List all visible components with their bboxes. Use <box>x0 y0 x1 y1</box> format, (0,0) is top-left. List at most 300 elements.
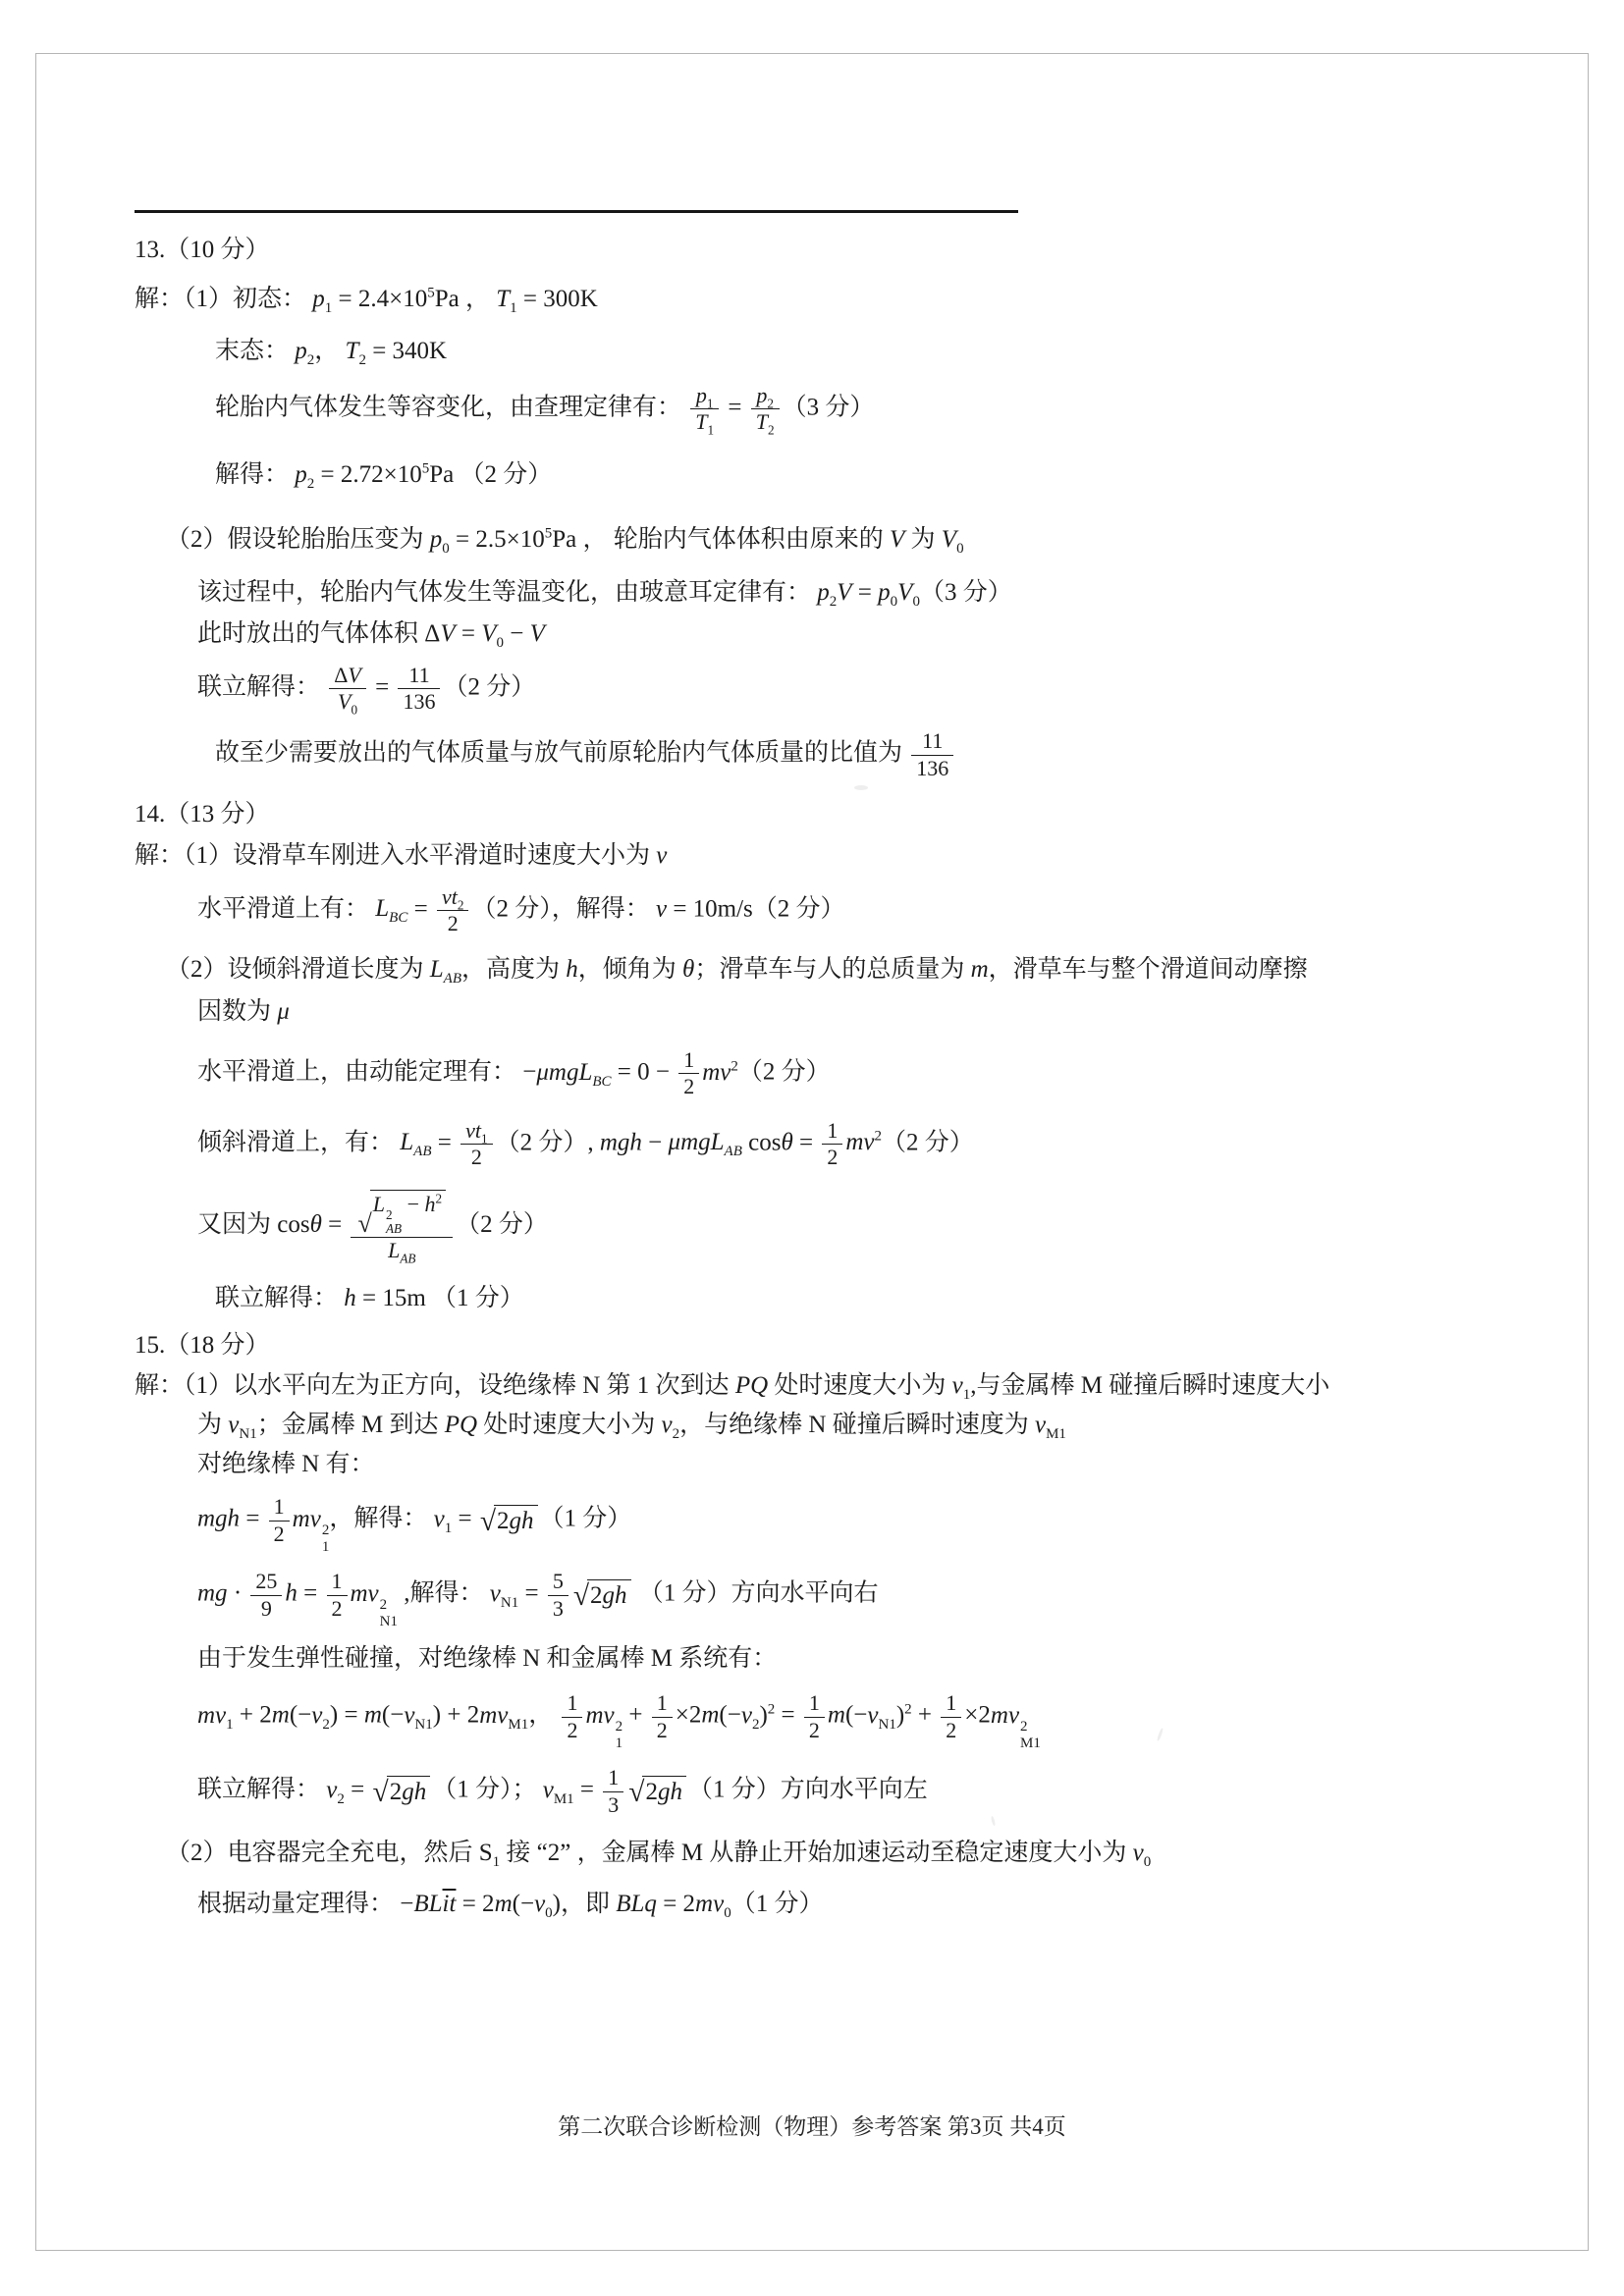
math-var: gh <box>602 1582 627 1610</box>
text-run: 2 <box>808 1717 820 1742</box>
fraction <box>250 1569 282 1622</box>
text-run: 1 <box>656 1690 668 1716</box>
math-var: $mv^2$ <box>702 1058 738 1086</box>
text-run: )$^2$ <box>759 1701 776 1729</box>
fraction-denominator <box>603 1791 623 1818</box>
fraction-numerator <box>327 1569 348 1594</box>
math-var: $v_{N1}$ <box>404 1701 433 1733</box>
subscript: M1 <box>553 1790 574 1807</box>
fraction-numerator <box>690 382 719 411</box>
math-var: gh <box>402 1779 427 1806</box>
text-run: = <box>321 1211 349 1239</box>
text-run: + 2 <box>233 1701 272 1729</box>
math-var: $v_{M1}$ <box>542 1776 574 1807</box>
radicand <box>587 1579 631 1611</box>
fraction-denominator <box>269 1521 290 1547</box>
math-var: $mv^2$ <box>845 1128 882 1156</box>
math-var: m <box>271 1701 290 1729</box>
math-var: μmgL$_{BC}$ <box>536 1058 612 1090</box>
radical <box>480 1505 538 1536</box>
superscript: 5 <box>427 285 435 301</box>
text-run: （2 分） <box>443 673 536 701</box>
math-var: $\overline{it}$ <box>442 1891 457 1918</box>
subscript: N1 <box>379 1613 398 1629</box>
subscript: 1 <box>321 1538 330 1555</box>
math-var: mgh <box>197 1505 241 1532</box>
math-var: V <box>440 620 456 648</box>
fraction-denominator <box>690 408 719 438</box>
text-run: cos <box>741 1129 782 1156</box>
answer-content <box>135 196 1517 1927</box>
superscript: 2 <box>904 1701 912 1718</box>
subscript: N1 <box>500 1594 519 1611</box>
fraction-denominator <box>751 408 780 438</box>
radical <box>357 1190 446 1236</box>
text-run: （1 分）； <box>432 1776 543 1803</box>
text-run: 1 <box>273 1494 285 1520</box>
overline-term <box>443 1891 457 1917</box>
fraction-numerator <box>822 1118 842 1144</box>
sup-sub-stack <box>380 1597 398 1629</box>
text-run: (− <box>512 1891 535 1918</box>
question-15 <box>135 1328 1517 1922</box>
text-run: 为 <box>197 1411 229 1438</box>
subscript: M1 <box>508 1716 529 1733</box>
text-run: （1 分） <box>731 1891 824 1918</box>
text-run: （2 分） <box>456 1211 548 1239</box>
subscript: 0 <box>496 635 504 652</box>
subscript: 2 <box>751 1716 760 1733</box>
superscript: 2 <box>321 1522 330 1539</box>
math-var: m <box>970 956 989 984</box>
subscript: 0 <box>912 594 920 611</box>
math-var: $h^2$ <box>424 1192 443 1217</box>
superscript: 2 <box>1020 1719 1028 1735</box>
fraction-denominator <box>398 688 440 715</box>
text-run: 1 <box>946 1690 957 1716</box>
text-run: = <box>573 1776 601 1803</box>
text-run: 解：（1）以水平向左为正方向，设绝缘棒 N 第 1 次到达 <box>135 1371 735 1399</box>
answer-line <box>135 663 1517 716</box>
subscript: N1 <box>239 1425 257 1442</box>
text-run: 1 <box>608 1765 620 1790</box>
fraction-denominator <box>562 1717 582 1743</box>
subscript: 1 <box>510 300 517 317</box>
text-run: 5 <box>552 1569 564 1594</box>
fraction-denominator <box>678 1073 699 1099</box>
subscript: AB <box>413 1144 432 1160</box>
math-var: $v_2$ <box>740 1701 760 1733</box>
fraction-numerator <box>562 1690 582 1716</box>
subscript: 2 <box>672 1425 680 1442</box>
fraction-denominator <box>804 1717 825 1743</box>
subscript: 2 <box>829 594 838 611</box>
text-run: = <box>368 673 396 701</box>
text-run: + <box>911 1701 939 1729</box>
superscript: 5 <box>544 525 553 542</box>
subscript: 0 <box>545 1905 553 1922</box>
answer-line <box>135 1836 1517 1871</box>
text-run: （2 分） <box>737 1058 831 1086</box>
text-run: Pa ， <box>434 286 497 313</box>
superscript: 2 <box>435 1192 443 1207</box>
question-14 <box>135 797 1517 1316</box>
text-run: − <box>504 620 530 648</box>
radical <box>372 1776 430 1807</box>
math-var: $p_0$ <box>878 579 898 611</box>
math-var: V <box>348 662 361 687</box>
text-run: （1 分）方向水平向左 <box>687 1776 928 1803</box>
text-run: 9 <box>260 1595 272 1621</box>
fraction-denominator <box>250 1595 282 1622</box>
math-var: PQ <box>734 1371 769 1399</box>
text-run: )，即 <box>552 1891 617 1918</box>
text-run: 联立解得： <box>197 673 327 701</box>
math-var: BL <box>413 1891 443 1918</box>
text-run: ×2 <box>675 1701 702 1729</box>
subscript: 2 <box>306 475 315 492</box>
math-var: $mv_0$ <box>695 1891 731 1922</box>
text-run: 2 <box>470 1145 482 1170</box>
text-run: 因数为 <box>197 997 278 1025</box>
superscript: 2 <box>379 1597 388 1614</box>
text-run: 又因为 cos <box>197 1211 310 1239</box>
text-run: Δ <box>334 662 349 687</box>
fraction <box>548 1569 568 1622</box>
math-var: $v_0$ <box>1132 1840 1152 1871</box>
text-run: 1 <box>331 1569 343 1594</box>
subscript: AB <box>443 971 461 988</box>
subscript: 0 <box>890 594 898 611</box>
subscript: 1 <box>707 422 715 438</box>
text-run: 14.（13 分） <box>135 801 270 828</box>
fraction-numerator <box>941 1690 961 1716</box>
math-var: m <box>363 1701 382 1729</box>
text-run: 2 <box>447 910 459 935</box>
subscript: 2 <box>457 896 464 912</box>
radicand <box>642 1776 686 1807</box>
math-var: L 2 AB <box>372 1192 403 1237</box>
text-run: − <box>402 1192 425 1217</box>
text-run: 1 <box>827 1117 839 1143</box>
fraction <box>804 1690 825 1743</box>
math-var: $v_{N1}$ <box>867 1701 896 1733</box>
fraction-numerator <box>652 1690 673 1716</box>
sup-sub-stack <box>616 1719 623 1751</box>
math-var: θ <box>309 1211 322 1239</box>
math-var: m <box>701 1701 720 1729</box>
text-run: 1 <box>567 1690 578 1716</box>
subscript: 0 <box>956 540 964 557</box>
math-var: $p_1$ <box>695 382 714 411</box>
fraction-numerator <box>678 1047 699 1073</box>
fraction-numerator <box>603 1765 623 1790</box>
text-run: 1 <box>683 1046 695 1072</box>
text-run: 3 <box>552 1595 564 1621</box>
answer-line <box>135 884 1517 937</box>
text-run: 为 <box>904 525 942 553</box>
text-run: （2 分） <box>882 1129 974 1156</box>
math-var: mgh <box>599 1129 642 1156</box>
text-run: 15.（18 分） <box>135 1332 270 1360</box>
fraction-numerator <box>751 382 780 411</box>
text-run: ；滑草车与人的总质量为 <box>694 956 971 984</box>
subscript: 2 <box>358 351 366 368</box>
math-var: mv 2 M1 <box>990 1701 1041 1751</box>
text-run: 2 <box>497 1508 510 1535</box>
subscript: N1 <box>878 1716 896 1733</box>
text-run: 2 <box>389 1779 403 1806</box>
sup-sub-stack <box>386 1208 402 1237</box>
fraction <box>652 1690 673 1743</box>
math-var: $v_1$ <box>951 1371 971 1403</box>
text-run: 2 <box>827 1145 839 1170</box>
math-var: $V_0$ <box>481 620 504 652</box>
fraction-denominator <box>351 1237 453 1266</box>
text-run: ×2 <box>964 1701 991 1729</box>
subscript: 1 <box>706 396 714 411</box>
answer-line <box>135 575 1517 611</box>
text-run: 联立解得： <box>215 1285 345 1312</box>
subscript: 1 <box>615 1735 623 1751</box>
subscript: AB <box>400 1251 416 1266</box>
math-var: $v_{N1}$ <box>228 1411 257 1442</box>
answer-line <box>135 1887 1517 1922</box>
text-run: 2 <box>645 1779 658 1806</box>
fraction <box>822 1118 842 1171</box>
subscript: 1 <box>492 1854 501 1871</box>
math-var: $p_1$ <box>312 286 333 317</box>
subscript: M1 <box>1046 1425 1066 1442</box>
sup-sub-stack <box>1020 1719 1041 1751</box>
text-run: = <box>775 1701 801 1729</box>
text-run: ，高度为 <box>461 956 567 984</box>
fraction <box>329 663 366 716</box>
text-run: = <box>792 1129 820 1156</box>
radicand <box>370 1190 446 1236</box>
math-var: μmgL$_{AB}$ <box>668 1129 742 1160</box>
fraction <box>398 663 440 716</box>
text-run: 2 <box>590 1582 603 1610</box>
answer-line <box>135 1569 1517 1629</box>
text-run: 136 <box>403 688 436 714</box>
math-var: $mv_{M1}$ <box>479 1701 529 1733</box>
text-run: （2）电容器完全充电，然后 $S_1$ <box>166 1840 501 1871</box>
fraction-denominator <box>460 1144 492 1170</box>
fraction-denominator <box>911 755 953 781</box>
text-run: = <box>431 1129 459 1156</box>
math-var: gh <box>657 1779 682 1806</box>
text-run: （2 分），解得： <box>471 895 656 923</box>
math-var: μ <box>277 997 290 1025</box>
text-run: 2 <box>567 1717 578 1742</box>
text-run: 解得： <box>215 460 296 488</box>
math-var: V <box>889 525 905 553</box>
math-var: $vt_1$ <box>465 1117 488 1147</box>
math-var: gh <box>509 1508 534 1535</box>
math-var: $T_2$ <box>755 409 775 438</box>
text-run: 轮胎内气体发生等容变化，由查理定律有： <box>215 394 688 421</box>
fraction <box>269 1494 290 1547</box>
text-run: 2 <box>331 1595 343 1621</box>
answer-line <box>135 994 1517 1030</box>
answer-line <box>135 616 1517 652</box>
subscript: 1 <box>324 300 333 317</box>
fraction-numerator <box>269 1494 290 1520</box>
text-run: ) = <box>329 1701 364 1729</box>
page-footer: 第二次联合诊断检测（物理）参考答案 第3页 共4页 <box>558 2114 1066 2139</box>
text-run: 此时放出的气体体积 Δ <box>197 620 441 648</box>
text-run: = <box>722 394 748 421</box>
fraction <box>603 1765 623 1818</box>
text-run: 根据动量定理得： − <box>197 1891 414 1918</box>
math-var: $p_2$ <box>295 337 315 368</box>
answer-line <box>135 1690 1517 1751</box>
fraction-numerator <box>911 728 953 754</box>
text-run: (− <box>289 1701 312 1729</box>
answer-line <box>135 457 1517 493</box>
text-run: ,解得： <box>398 1579 490 1607</box>
math-var: $p_2$ <box>817 579 838 611</box>
fraction-denominator <box>437 910 468 936</box>
subscript: 0 <box>442 540 450 557</box>
fraction-numerator <box>460 1117 492 1147</box>
text-run: 2 <box>656 1717 668 1742</box>
text-run: 11 <box>408 662 430 687</box>
text-run: （1 分）方向水平向右 <box>632 1579 879 1607</box>
answer-line <box>135 233 1517 268</box>
subscript: 2 <box>306 351 315 368</box>
fraction-denominator <box>548 1595 568 1622</box>
math-var: $p_2$ <box>295 460 315 492</box>
fraction-denominator <box>327 1595 348 1622</box>
answer-line <box>135 1494 1517 1555</box>
text-run: (− <box>719 1701 741 1729</box>
text-run: 解：（1）设滑草车刚进入水平滑道时速度大小为 <box>135 842 657 870</box>
text-run: （2）设倾斜滑道长度为 <box>166 956 430 984</box>
fraction <box>437 884 468 937</box>
text-run: 倾斜滑道上，有： <box>197 1129 401 1156</box>
text-run: 136 <box>916 755 949 780</box>
math-var: $mv_1$ <box>197 1701 234 1733</box>
text-run: 由于发生弹性碰撞，对绝缘棒 N 和金属棒 M 系统有： <box>197 1645 778 1673</box>
text-run: ，倾角为 <box>577 956 683 984</box>
text-run: 处时速度大小为 <box>768 1371 952 1399</box>
math-var: v <box>656 842 668 870</box>
text-run: = $2.72\times 10^5$ <box>314 460 430 488</box>
radicand <box>387 1776 431 1807</box>
fraction <box>460 1118 492 1171</box>
answer-line <box>135 1190 1517 1266</box>
math-var: $v_2$ <box>326 1776 345 1807</box>
fraction-numerator <box>437 884 468 910</box>
math-var: $V_0$ <box>338 688 358 718</box>
answer-line <box>135 728 1517 781</box>
subscript: 2 <box>767 422 775 438</box>
text-run: 联立解得： <box>197 1776 327 1803</box>
math-var: $L_{AB}$ <box>388 1237 416 1266</box>
math-var: $v_2$ <box>311 1701 330 1733</box>
answer-line <box>135 797 1517 832</box>
text-run: ，解得： <box>329 1505 434 1532</box>
math-var: $T_1$ <box>695 409 715 438</box>
text-run: = <box>518 1579 545 1607</box>
fraction-numerator <box>351 1190 453 1236</box>
superscript: 2 <box>385 1206 393 1222</box>
math-var: $v_0$ <box>534 1891 553 1922</box>
math-var: BLq <box>616 1891 657 1918</box>
answer-line <box>135 334 1517 369</box>
text-run: )$^2$ <box>895 1701 912 1729</box>
math-var: h <box>285 1579 298 1607</box>
math-var: $v_2$ <box>661 1411 680 1442</box>
math-var: θ <box>682 956 695 984</box>
text-run: = <box>344 1776 371 1803</box>
fraction <box>678 1047 699 1100</box>
math-var: $L_{AB}$ <box>429 956 461 988</box>
answer-line <box>135 383 1517 436</box>
subscript: 2 <box>337 1790 345 1807</box>
text-run: 水平滑道上，由动能定理有： − <box>197 1058 537 1086</box>
text-run: = $2.4\times 10^5$ <box>332 285 435 313</box>
superscript: 2 <box>731 1058 738 1075</box>
subscript: BC <box>389 910 408 927</box>
superscript: 2 <box>767 1701 776 1718</box>
math-var: v <box>655 895 668 923</box>
answer-line <box>135 522 1517 558</box>
text-run: Pa ， 轮胎内气体体积由原来的 <box>552 525 890 553</box>
text-run: = 2 <box>456 1891 495 1918</box>
text-run: + <box>623 1701 649 1729</box>
fraction-numerator <box>250 1569 282 1594</box>
text-run: = 340K <box>365 337 448 364</box>
text-run: Pa （2 分） <box>429 460 553 488</box>
answer-line <box>135 1641 1517 1677</box>
subscript: AB <box>724 1144 742 1160</box>
fraction-numerator <box>398 663 440 688</box>
question-13 <box>135 233 1517 781</box>
text-run: （2）假设轮胎胎压变为 <box>166 525 430 553</box>
fraction <box>351 1190 453 1266</box>
text-run: = $2.5\times 10^5$ <box>449 525 553 553</box>
superscript: 2 <box>615 1719 623 1735</box>
fraction <box>690 383 719 436</box>
subscript: 2 <box>322 1716 330 1733</box>
text-run: 13.（10 分） <box>135 237 270 263</box>
text-run: (− <box>844 1701 868 1729</box>
radical <box>628 1776 686 1807</box>
text-run: 接 “2” ，金属棒 M 从静止开始加速运动至稳定速度大小为 <box>500 1840 1133 1867</box>
text-run: = <box>452 1505 478 1532</box>
fraction-numerator <box>548 1569 568 1594</box>
text-run: ，滑草车与整个滑道间动摩擦 <box>988 956 1308 984</box>
text-run: ) + 2 <box>432 1701 480 1729</box>
answer-line <box>135 1765 1517 1818</box>
math-var: $L_{BC}$ <box>375 895 408 927</box>
math-var: θ <box>781 1129 793 1156</box>
text-run: = <box>851 579 879 607</box>
text-run: 末态： <box>215 337 296 364</box>
text-run: = <box>240 1505 266 1532</box>
radicand <box>494 1505 538 1536</box>
answer-line <box>135 1118 1517 1171</box>
math-var: $v_{N1}$ <box>489 1579 519 1611</box>
text-run: 2 <box>683 1074 695 1099</box>
answer-line <box>135 1447 1517 1482</box>
math-var: mv 2 N1 <box>350 1579 398 1629</box>
math-var: h <box>344 1285 356 1312</box>
subscript: 1 <box>226 1716 234 1733</box>
